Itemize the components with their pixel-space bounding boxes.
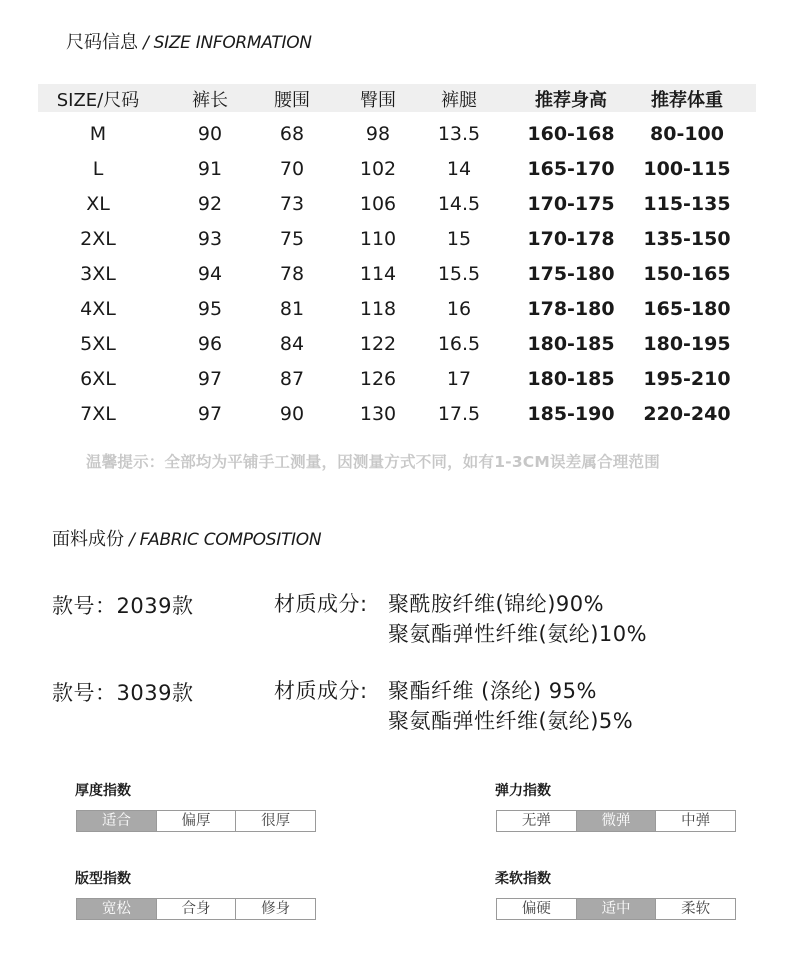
index-option: 微弹 [576, 811, 656, 831]
table-cell: 5XL [80, 333, 116, 355]
index-option: 适合 [77, 811, 156, 831]
index-option: 合身 [156, 899, 236, 919]
size-header: SIZE/尺码 [56, 90, 140, 111]
table-cell: 170-178 [527, 228, 615, 250]
material-label: 材质成分: [274, 592, 368, 616]
index-option: 很厚 [235, 811, 315, 831]
index-option: 宽松 [77, 899, 156, 919]
index-option: 适中 [576, 899, 656, 919]
table-cell: 90 [279, 403, 305, 425]
table-cell: 100-115 [643, 158, 731, 180]
table-cell: 6XL [80, 368, 116, 390]
fabric-title-en: / FABRIC COMPOSITION [124, 530, 322, 550]
table-cell: 175-180 [527, 263, 615, 285]
table-cell: 180-195 [643, 333, 731, 355]
table-cell: 135-150 [643, 228, 731, 250]
index-option: 偏厚 [156, 811, 236, 831]
softness-index-bar [496, 898, 736, 920]
table-cell: 17 [446, 368, 472, 390]
table-cell: 84 [279, 333, 305, 355]
table-cell: XL [86, 193, 110, 215]
table-cell: 180-185 [527, 333, 615, 355]
material-line: 聚酰胺纤维(锦纶)90% [388, 592, 605, 616]
table-cell: 150-165 [643, 263, 731, 285]
style-number: 款号：2039款 [52, 594, 194, 618]
leg-opening-header: 裤腿 [441, 90, 477, 111]
table-cell: 118 [359, 298, 397, 320]
size-table-header-bar [38, 84, 756, 112]
table-cell: 3XL [80, 263, 116, 285]
table-cell: 78 [279, 263, 305, 285]
table-cell: 80-100 [650, 123, 724, 145]
table-cell: 2XL [80, 228, 116, 250]
table-cell: 180-185 [527, 368, 615, 390]
size-title-cn: 尺码信息 [66, 32, 138, 53]
style-number: 款号：3039款 [52, 681, 194, 705]
weight-header: 推荐体重 [651, 90, 723, 111]
table-cell: 98 [365, 123, 391, 145]
index-option: 偏硬 [521, 901, 551, 917]
table-cell: 165-170 [527, 158, 615, 180]
material-line: 聚酯纤维 (涤纶) 95% [388, 679, 597, 703]
table-cell: 14 [446, 158, 472, 180]
table-cell: 92 [197, 193, 223, 215]
size-title-en: / SIZE INFORMATION [138, 33, 312, 53]
table-cell: L [92, 158, 104, 180]
table-cell: 110 [359, 228, 397, 250]
table-cell: 97 [197, 368, 223, 390]
table-cell: 4XL [80, 298, 116, 320]
measurement-tip: 温馨提示：全部均为平铺手工测量，因测量方式不同，如有1-3CM误差属合理范围 [86, 453, 660, 471]
fit-index-bar [76, 898, 316, 920]
index-option: 无弹 [521, 813, 551, 829]
table-cell: 122 [359, 333, 397, 355]
table-cell: 96 [197, 333, 223, 355]
table-cell: 115-135 [643, 193, 731, 215]
table-cell: 91 [197, 158, 223, 180]
table-cell: 95 [197, 298, 223, 320]
fabric-title-cn: 面料成份 [52, 529, 124, 550]
material-label: 材质成分: [274, 679, 368, 703]
fit-index-label: 版型指数 [75, 871, 131, 887]
table-cell: 94 [197, 263, 223, 285]
index-option: 柔软 [655, 899, 735, 919]
table-cell: 17.5 [437, 403, 481, 425]
fabric-section-title [52, 525, 321, 551]
thickness-index-label: 厚度指数 [75, 783, 131, 799]
elasticity-index-label: 弹力指数 [495, 783, 551, 799]
table-cell: 220-240 [643, 403, 731, 425]
table-cell: 165-180 [643, 298, 731, 320]
table-cell: 87 [279, 368, 305, 390]
table-cell: 106 [359, 193, 397, 215]
table-cell: 160-168 [527, 123, 615, 145]
table-cell: 68 [279, 123, 305, 145]
table-cell: 130 [359, 403, 397, 425]
table-cell: 90 [197, 123, 223, 145]
table-cell: 16 [446, 298, 472, 320]
length-header: 裤长 [192, 90, 228, 111]
table-cell: 16.5 [437, 333, 481, 355]
table-cell: 178-180 [527, 298, 615, 320]
material-line: 聚氨酯弹性纤维(氨纶)5% [388, 709, 634, 733]
elasticity-index-bar [496, 810, 736, 832]
table-cell: 102 [359, 158, 397, 180]
size-section-title [66, 28, 312, 54]
waist-header: 腰围 [274, 90, 310, 111]
table-cell: 15 [446, 228, 472, 250]
table-cell: 114 [359, 263, 397, 285]
table-cell: 73 [279, 193, 305, 215]
table-cell: 7XL [80, 403, 116, 425]
table-cell: 93 [197, 228, 223, 250]
table-cell: 81 [279, 298, 305, 320]
table-cell: 75 [279, 228, 305, 250]
material-line: 聚氨酯弹性纤维(氨纶)10% [388, 622, 648, 646]
hip-header: 臀围 [360, 90, 396, 111]
index-option: 修身 [235, 899, 315, 919]
table-cell: 70 [279, 158, 305, 180]
thickness-index-bar [76, 810, 316, 832]
table-cell: 13.5 [437, 123, 481, 145]
table-cell: 14.5 [437, 193, 481, 215]
table-cell: 97 [197, 403, 223, 425]
table-cell: M [89, 123, 107, 145]
table-cell: 170-175 [527, 193, 615, 215]
table-cell: 126 [359, 368, 397, 390]
softness-index-label: 柔软指数 [495, 871, 551, 887]
table-cell: 195-210 [643, 368, 731, 390]
index-option: 中弹 [655, 811, 735, 831]
table-cell: 15.5 [437, 263, 481, 285]
table-cell: 185-190 [527, 403, 615, 425]
height-header: 推荐身高 [535, 90, 607, 111]
